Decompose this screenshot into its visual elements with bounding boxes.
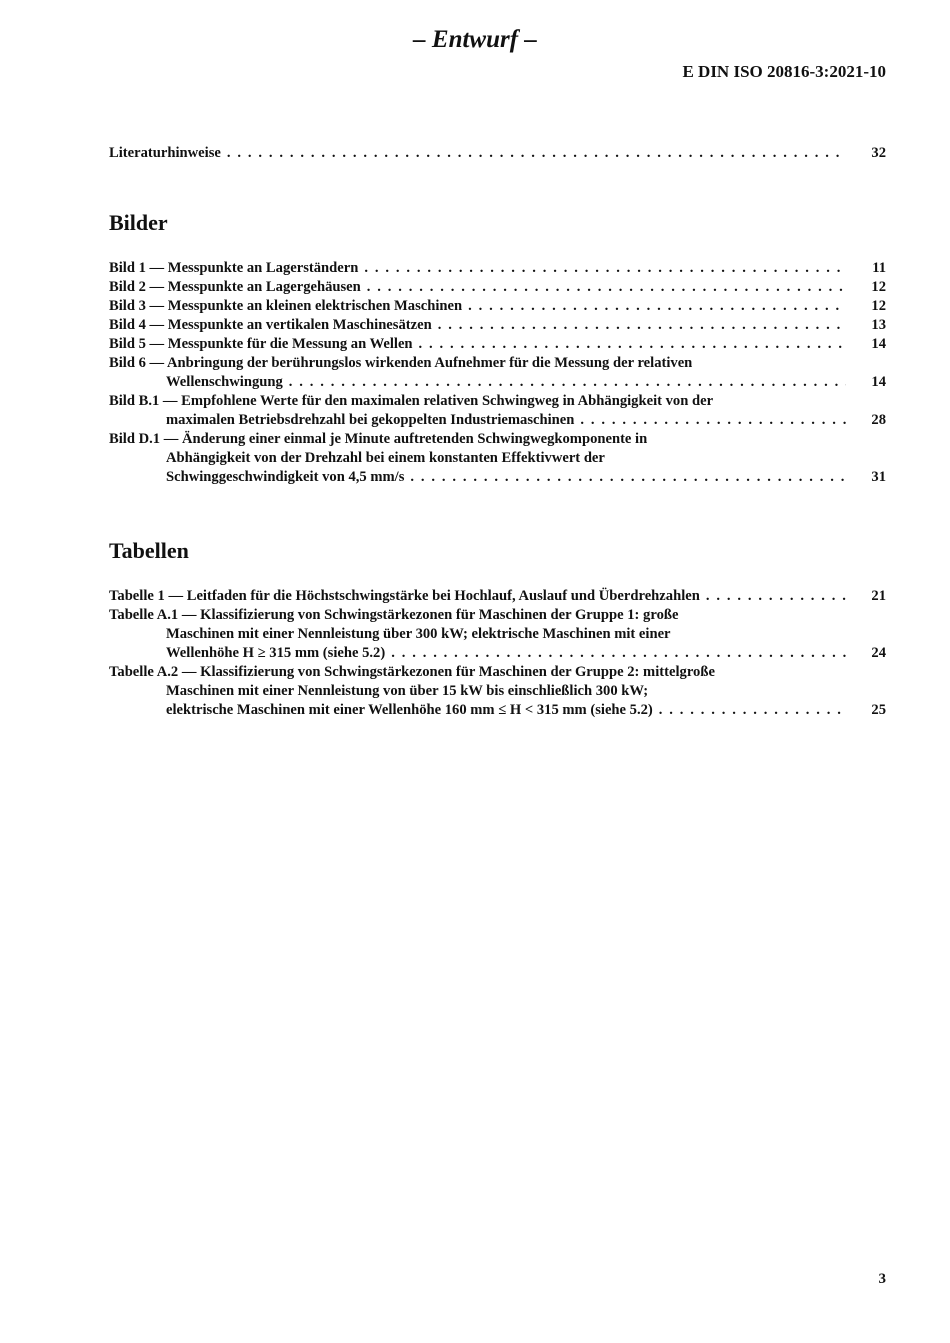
toc-entry-line <box>109 259 886 278</box>
toc-entry[interactable] <box>109 335 886 354</box>
toc-entry[interactable] <box>109 259 886 278</box>
toc-entry-line <box>109 606 886 625</box>
toc-entry[interactable] <box>109 587 886 606</box>
toc-entry-line <box>109 644 886 663</box>
toc-page-number: 28 <box>871 412 886 428</box>
toc-entry-text: Wellenschwingung <box>166 374 283 390</box>
toc-entry-line <box>109 297 886 316</box>
toc-entry-text: Maschinen mit einer Nennleistung über 300 kW; elektrische Maschinen mit einer <box>166 626 671 642</box>
toc-page-number: 31 <box>871 469 886 485</box>
dot-leader <box>574 411 846 430</box>
toc-page-number: 12 <box>871 279 886 295</box>
figures-heading: Bilder <box>109 210 168 235</box>
dot-leader <box>358 259 846 278</box>
toc-entry-text: Bild 1 — Messpunkte an Lagerständern <box>109 260 359 276</box>
toc-entry-text: Tabelle A.1 — Klassifizierung von Schwingstärkezonen für Maschinen der Gruppe 1: große <box>109 607 679 623</box>
toc-entry-line <box>109 373 886 392</box>
tables-list <box>109 587 886 720</box>
toc-entry-text: Maschinen mit einer Nennleistung von über 15 kW bis einschließlich 300 kW; <box>166 683 649 699</box>
toc-entry-line <box>109 449 886 468</box>
tables-heading: Tabellen <box>109 538 189 563</box>
toc-entry-line <box>109 587 886 606</box>
toc-entry[interactable] <box>109 392 886 430</box>
toc-page-number: 14 <box>871 336 886 352</box>
document-id: E DIN ISO 20816-3:2021-10 <box>682 62 886 81</box>
toc-page-number: 13 <box>871 317 886 333</box>
page-number: 3 <box>878 1271 886 1287</box>
dot-leader <box>361 278 846 297</box>
toc-entry-line <box>109 701 886 720</box>
dot-leader <box>432 316 846 335</box>
toc-entry[interactable] <box>109 278 886 297</box>
toc-entry-line <box>109 468 886 487</box>
toc-entry[interactable] <box>109 354 886 392</box>
toc-page-number: 14 <box>871 374 886 390</box>
toc-entry-text: Bild 2 — Messpunkte an Lagergehäusen <box>109 279 361 295</box>
toc-entry-line <box>109 430 886 449</box>
toc-entry-text: Bild D.1 — Änderung einer einmal je Minute auftretenden Schwingwegkomponente in <box>109 431 648 447</box>
toc-entry[interactable] <box>109 663 886 720</box>
toc-page-number: 12 <box>871 298 886 314</box>
toc-entry-line <box>109 354 886 373</box>
toc-entry-text: maximalen Betriebsdrehzahl bei gekoppelten Industriemaschinen <box>166 412 575 428</box>
draft-label: – Entwurf – <box>413 26 537 53</box>
toc-page-number: 32 <box>871 145 886 161</box>
toc-entry-text: Bild 6 — Anbringung der berührungslos wirkenden Aufnehmer für die Messung der relativen <box>109 355 693 371</box>
toc-entry-text: Schwinggeschwindigkeit von 4,5 mm/s <box>166 469 405 485</box>
dot-leader <box>404 468 846 487</box>
toc-entry-line <box>109 625 886 644</box>
toc-top <box>109 144 886 163</box>
toc-entry-line <box>109 335 886 354</box>
dot-leader <box>283 373 846 392</box>
dot-leader <box>385 644 846 663</box>
toc-entry[interactable] <box>109 430 886 487</box>
dot-leader <box>221 144 846 163</box>
toc-page-number: 11 <box>872 260 886 276</box>
toc-entry-text: Bild 3 — Messpunkte an kleinen elektrischen Maschinen <box>109 298 463 314</box>
toc-entry-line <box>109 316 886 335</box>
toc-entry-text: Tabelle 1 — Leitfaden für die Höchstschwingstärke bei Hochlauf, Auslauf und Überdrehzahlen <box>109 588 700 604</box>
toc-entry-text: elektrische Maschinen mit einer Wellenhöhe 160 mm ≤ H < 315 mm (siehe 5.2) <box>166 702 653 718</box>
toc-page-number: 24 <box>871 645 886 661</box>
toc-entry-text: Bild 4 — Messpunkte an vertikalen Maschinesätzen <box>109 317 432 333</box>
toc-entry[interactable] <box>109 297 886 316</box>
toc-entry-text: Bild 5 — Messpunkte für die Messung an Wellen <box>109 336 413 352</box>
toc-entry-text: Wellenhöhe H ≥ 315 mm (siehe 5.2) <box>166 645 386 661</box>
toc-entry[interactable] <box>109 316 886 335</box>
toc-entry-text: Abhängigkeit von der Drehzahl bei einem konstanten Effektivwert der <box>166 450 605 466</box>
dot-leader <box>653 701 846 720</box>
toc-page-number: 25 <box>871 702 886 718</box>
toc-entry-line <box>109 682 886 701</box>
dot-leader <box>413 335 846 354</box>
dot-leader <box>462 297 846 316</box>
toc-entry[interactable] <box>109 606 886 663</box>
toc-page-number: 21 <box>871 588 886 604</box>
toc-entry-text: Tabelle A.2 — Klassifizierung von Schwingstärkezonen für Maschinen der Gruppe 2: mittelgroße <box>109 664 715 680</box>
toc-entry-line <box>109 411 886 430</box>
toc-entry-text: Bild B.1 — Empfohlene Werte für den maximalen relativen Schwingweg in Abhängigkeit von der <box>109 393 714 409</box>
toc-entry-line <box>109 144 886 163</box>
toc-entry-line <box>109 278 886 297</box>
toc-entry-text: Literaturhinweise <box>109 145 221 161</box>
toc-entry-line <box>109 392 886 411</box>
toc-entry[interactable] <box>109 144 886 163</box>
figures-list <box>109 259 886 487</box>
toc-entry-line <box>109 663 886 682</box>
dot-leader <box>700 587 846 606</box>
